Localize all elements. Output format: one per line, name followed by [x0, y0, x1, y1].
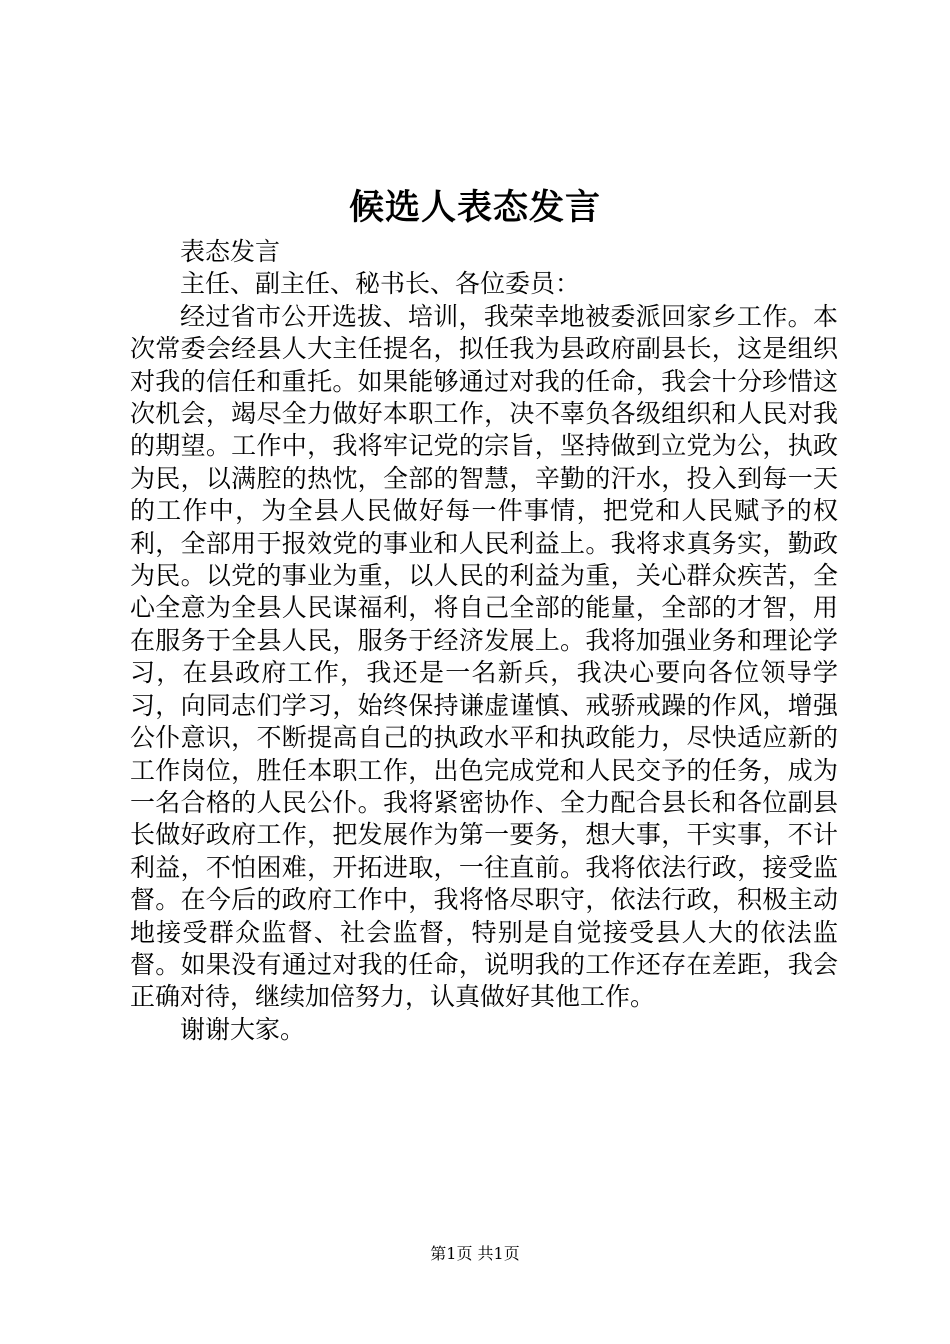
page-number-footer: 第1页 共1页: [430, 1244, 520, 1263]
paragraph-salutation: 主任、副主任、秘书长、各位委员：: [180, 269, 581, 299]
document-title: 候选人表态发言: [348, 187, 601, 228]
paragraph-heading: 表态发言: [180, 237, 281, 266]
document-body: [130, 236, 838, 1046]
paragraph-closing: 谢谢大家。: [180, 1014, 306, 1044]
paragraph-main: 经过省市公开选拔、培训，我荣幸地被委派回家乡工作。本次常委会经县人大主任提名，拟任我为县政府副县长，这是组织对我的信任和重托。如果能够通过对我的任命，我会十分珍惜这次机会，竭尽全力做好本职工作，决不辜负各级组织和人民对我的期望。工作中，我将牢记党的宗旨，坚持做到立党为公，执政为民，以满腔的热忱，全部的智慧，辛勤的汗水，投入到每一天的工作中，为全县人民做好每一件事情，把党和人民赋予的权利，全部用于报效党的事业和人民利益上。我将求真务实，勤政为民。以党的事业为重，以人民的利益为重，关心群众疾苦，全心全意为全县人民谋福利，将自己全部的能量，全部的才智，用在服务于全县人民，服务于经济发展上。我将加强业务和理论学习，在县政府工作，我还是一名新兵，我决心要向各位领导学习，向同志们学习，始终保持谦虚谨慎、戒骄戒躁的作风，增强公仆意识，不断提高自己的执政水平和执政能力，尽快适应新的工作岗位，胜任本职工作，出色完成党和人民交予的任务，成为一名合格的人民公仆。我将紧密协作、全力配合县长和各位副县长做好政府工作，把发展作为第一要务，想大事，干实事，不计利益，不怕困难，开拓进取，一往直前。我将依法行政，接受监督。在今后的政府工作中，我将恪尽职守，依法行政，积极主动地接受群众监督、社会监督，特别是自觉接受县人大的依法监督。如果没有通过对我的任命，说明我的工作还存在差距，我会正确对待，继续加倍努力，认真做好其他工作。: [130, 301, 838, 1012]
